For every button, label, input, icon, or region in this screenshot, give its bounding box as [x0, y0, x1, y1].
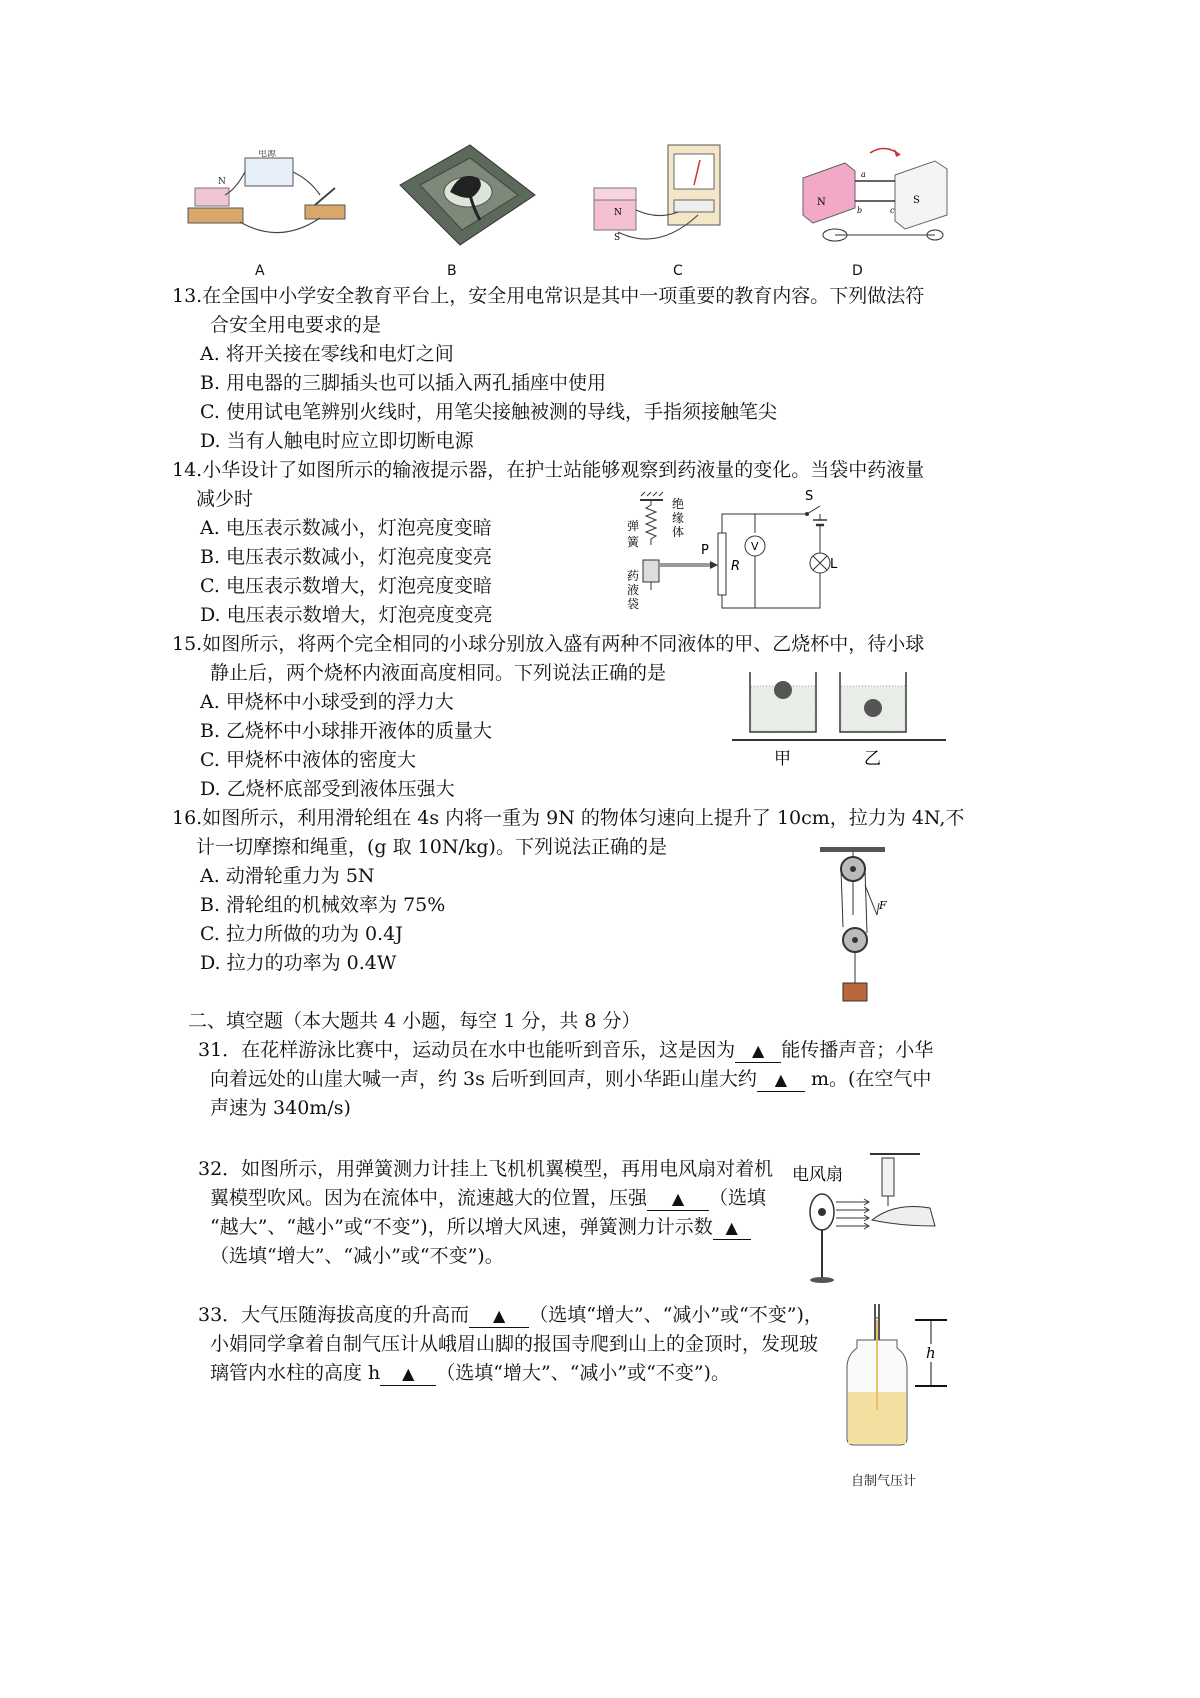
q15-stem-line1: 15.如图所示，将两个完全相同的小球分别放入盛有两种不同液体的甲、乙烧杯中，待小球 — [172, 633, 925, 655]
q33-line1: 33．大气压随海拔高度的升高而 ▲ （选填“增大”、“减小”或“不变”)， — [198, 1304, 823, 1326]
c-magnet-s: S — [614, 233, 621, 243]
q33-blank-1[interactable]: ▲ — [469, 1304, 529, 1328]
figure-b-compass-sinan — [390, 140, 540, 250]
q31-blank-1[interactable]: ▲ — [735, 1039, 781, 1063]
figure-q32-fan-wing — [790, 1150, 970, 1290]
q16-option-a: A. 动滑轮重力为 5N — [200, 865, 375, 887]
fan-label: 电风扇 — [792, 1165, 843, 1185]
svg-text:簧: 簧 — [627, 535, 640, 549]
q16-option-d: D. 拉力的功率为 0.4W — [200, 952, 397, 974]
figure-label-c: C — [673, 263, 683, 279]
q13-option-b: B. 用电器的三脚插头也可以插入两孔插座中使用 — [200, 372, 607, 394]
force-label: F — [879, 899, 887, 912]
svg-text:a: a — [861, 170, 866, 179]
svg-text:液: 液 — [627, 583, 640, 597]
figure-q14-infusion-circuit — [615, 488, 845, 638]
figure-q16-pulley-system — [815, 845, 905, 1005]
q13-option-a: A. 将开关接在零线和电灯之间 — [200, 343, 454, 365]
q32-line2: 翼模型吹风。因为在流体中，流速越大的位置，压强 ▲ （选填 — [210, 1187, 767, 1209]
q13-stem-line2: 合安全用电要求的是 — [210, 314, 382, 336]
section2-title: 二、填空题（本大题共 4 小题，每空 1 分，共 8 分） — [188, 1010, 641, 1032]
q13-option-c: C. 使用试电笔辨别火线时，用笔尖接触被测的导线，手指须接触笔尖 — [200, 401, 777, 423]
q32-line4: （选填“增大”、“减小”或“不变”)。 — [210, 1245, 504, 1267]
a-magnet-label: N — [218, 177, 226, 187]
q14-stem-line1: 14.小华设计了如图所示的输液提示器，在护士站能够观察到药液量的变化。当袋中药液量 — [172, 459, 925, 481]
barometer-caption: 自制气压计 — [851, 1473, 917, 1488]
figure-label-b: B — [447, 263, 457, 279]
svg-text:R: R — [731, 559, 741, 574]
q15-option-c: C. 甲烧杯中液体的密度大 — [200, 749, 416, 771]
d-magnet-s: S — [913, 195, 920, 206]
h-label: h — [926, 1344, 936, 1362]
q13-stem-line1: 13.在全国中小学安全教育平台上，安全用电常识是其中一项重要的教育内容。下列做法符 — [172, 285, 925, 307]
q16-option-c: C. 拉力所做的功为 0.4J — [200, 923, 403, 945]
q14-option-c: C. 电压表示数增大，灯泡亮度变暗 — [200, 575, 492, 597]
q32-line3: “越大”、“越小”或“不变”)，所以增大风速，弹簧测力计示数 ▲ — [210, 1212, 751, 1242]
svg-text:弹: 弹 — [627, 519, 640, 533]
q16-stem-line2: 计一切摩擦和绳重，(g 取 10N/kg)。下列说法正确的是 — [196, 836, 667, 858]
q13-option-d: D. 当有人触电时应立即切断电源 — [200, 430, 474, 452]
q14-option-b: B. 电压表示数减小，灯泡亮度变亮 — [200, 546, 493, 568]
c-magnet-n: N — [614, 208, 622, 218]
q14-option-d: D. 电压表示数增大，灯泡亮度变亮 — [200, 604, 493, 626]
figure-d-motor-magnets — [795, 143, 955, 248]
svg-text:P: P — [701, 543, 709, 558]
svg-text:缘: 缘 — [672, 511, 685, 525]
q15-stem-line2: 静止后，两个烧杯内液面高度相同。下列说法正确的是 — [210, 662, 667, 684]
q32-line1: 32．如图所示，用弹簧测力计挂上飞机机翼模型，再用电风扇对着机 — [198, 1158, 774, 1180]
figure-q15-beakers — [730, 660, 950, 775]
q16-option-b: B. 滑轮组的机械效率为 75% — [200, 894, 446, 916]
figure-a-electromagnet-circuit — [180, 150, 350, 245]
figure-label-a: A — [255, 263, 265, 279]
figure-label-d: D — [852, 263, 863, 279]
q33-line2: 小娟同学拿着自制气压计从峨眉山脚的报国寺爬到山上的金顶时，发现玻 — [210, 1333, 819, 1355]
power-label: 电源 — [258, 150, 277, 159]
q31-line3: 声速为 340m/s) — [210, 1097, 351, 1119]
q32-blank-2[interactable]: ▲ — [713, 1216, 751, 1240]
figure-c-galvanometer — [588, 140, 723, 260]
svg-text:b: b — [857, 206, 863, 215]
svg-text:绝: 绝 — [672, 497, 685, 511]
q15-option-a: A. 甲烧杯中小球受到的浮力大 — [200, 691, 454, 713]
q15-option-d: D. 乙烧杯底部受到液体压强大 — [200, 778, 455, 800]
svg-text:体: 体 — [672, 525, 685, 539]
figure-q33-barometer — [845, 1300, 965, 1465]
q31-blank-2[interactable]: ▲ — [757, 1068, 805, 1092]
q33-blank-2[interactable]: ▲ — [380, 1362, 436, 1386]
svg-text:V: V — [751, 540, 759, 553]
svg-text:c: c — [890, 206, 895, 215]
q16-stem-line1: 16.如图所示，利用滑轮组在 4s 内将一重为 9N 的物体匀速向上提升了 10cm，拉力为 4N,不 — [172, 807, 965, 829]
q31-line1: 31．在花样游泳比赛中，运动员在水中也能听到音乐，这是因为 ▲ 能传播声音；小华 — [198, 1039, 934, 1061]
svg-text:L: L — [830, 557, 838, 572]
q14-stem-line2: 减少时 — [196, 488, 254, 510]
d-magnet-n: N — [817, 197, 826, 208]
svg-text:药: 药 — [627, 569, 640, 583]
q14-option-a: A. 电压表示数减小，灯泡亮度变暗 — [200, 517, 492, 539]
q32-blank-1[interactable]: ▲ — [647, 1187, 709, 1211]
q15-option-b: B. 乙烧杯中小球排开液体的质量大 — [200, 720, 493, 742]
svg-text:S: S — [805, 489, 814, 504]
svg-text:袋: 袋 — [627, 597, 640, 611]
beaker-left-label: 甲 — [774, 749, 791, 769]
q31-line2: 向着远处的山崖大喊一声，约 3s 后听到回声，则小华距山崖大约 ▲ m。(在空气中 — [210, 1068, 932, 1090]
beaker-right-label: 乙 — [864, 749, 881, 769]
q33-line3: 璃管内水柱的高度 h ▲ （选填“增大”、“减小”或“不变”)。 — [210, 1362, 730, 1384]
